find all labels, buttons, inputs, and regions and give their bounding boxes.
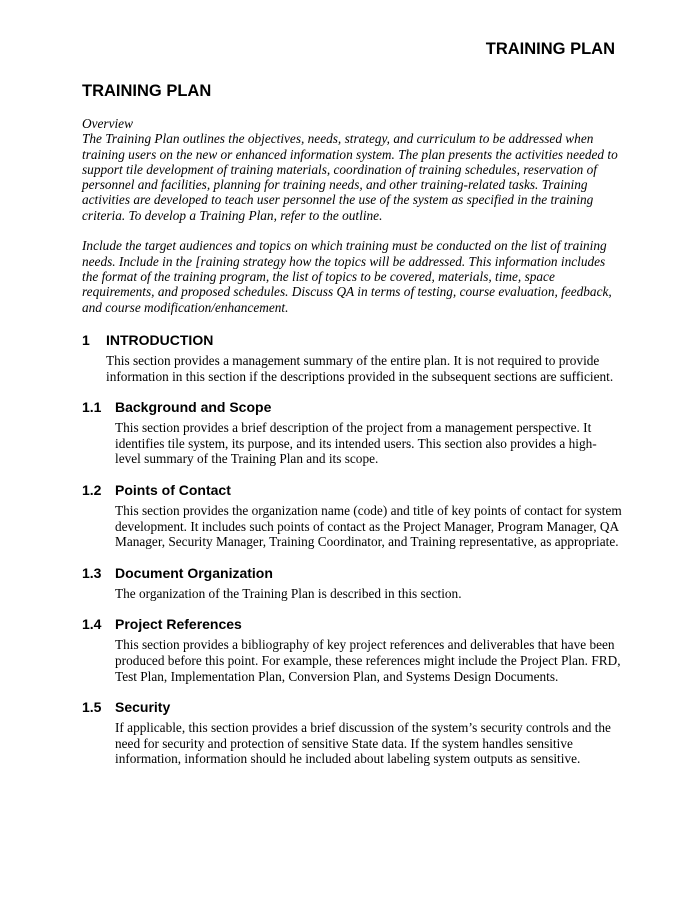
section-number: 1.2 (82, 481, 102, 498)
overview-block (82, 116, 622, 330)
section-background-and-scope (82, 399, 622, 467)
overview-paragraph-2: Include the target audiences and topics on which training must be conducted on the list of training needs. Include in the [raining strategy how the topics will be addressed. This information includes the format of the training program, the list of topics to be covered, materials, time, space requirements, and proposed schedules. Discuss QA in terms of testing, course evaluation, feedback, and course modification/enhancement. (82, 238, 612, 315)
section-title: Security (115, 699, 171, 716)
running-header: TRAINING PLAN (485, 40, 615, 58)
section-title: Document Organization (115, 564, 273, 581)
section-number: 1.5 (82, 699, 102, 716)
document-title: TRAINING PLAN (82, 82, 212, 100)
section-body: This section provides a management summary of the entire plan. It is not required to provide information in this section if the descriptions provided in the subsequent sections are sufficient. (106, 353, 614, 384)
section-heading (82, 699, 622, 716)
section-heading (82, 399, 622, 416)
section-document-organization (82, 565, 622, 602)
section-title: Project References (115, 616, 242, 633)
section-body: If applicable, this section provides a brief discussion of the system’s security controls and the need for security and protection of sensitive State data. If the system handles sensitive information, information should he included about labeling system outputs as sensitive. (115, 720, 611, 767)
section-body: The organization of the Training Plan is described in this section. (115, 585, 462, 601)
section-title: Background and Scope (115, 399, 272, 416)
section-number: 1 (82, 332, 90, 348)
section-body: This section provides a bibliography of key project references and deliverables that have been produced before this point. For example, these references might include the Project Plan. FRD, Test Plan, Implementation Plan, Conversion Plan, and Systems Design Documents. (115, 637, 621, 684)
section-security (82, 699, 622, 767)
section-number: 1.4 (82, 616, 102, 633)
section-number: 1.1 (82, 399, 102, 416)
section-number: 1.3 (82, 564, 102, 581)
section-heading (82, 482, 622, 499)
section-body: This section provides a brief description of the project from a management perspective. It identifies tile system, its purpose, and its intended users. This section also provides a high-level summary of the Training Plan and its scope. (115, 420, 597, 467)
section-project-references (82, 616, 622, 684)
section-introduction (82, 332, 622, 384)
overview-label: Overview (82, 116, 133, 131)
section-title: INTRODUCTION (106, 332, 214, 348)
section-heading (82, 616, 622, 633)
section-heading (82, 565, 622, 582)
document-sections (82, 332, 622, 782)
section-points-of-contact (82, 482, 622, 550)
overview-paragraph-1: The Training Plan outlines the objectives, needs, strategy, and curriculum to be addressed when training users on the new or enhanced information system. The plan presents the activities needed to support tile development of training materials, coordination of training schedules, reservation of personnel and facilities, planning for training needs, and other training-related tasks. Training activities are developed to teach user personnel the use of the system as specified in the training criteria. To develop a Training Plan, refer to the outline. (82, 131, 618, 223)
section-body: This section provides the organization name (code) and title of key points of contact for system development. It includes such points of contact as the Project Manager, Program Manager, QA Manager, Security Manager, Training Coordinator, and Training representative, as appropriate. (115, 502, 622, 550)
section-title: Points of Contact (115, 481, 231, 498)
section-heading (82, 332, 622, 349)
